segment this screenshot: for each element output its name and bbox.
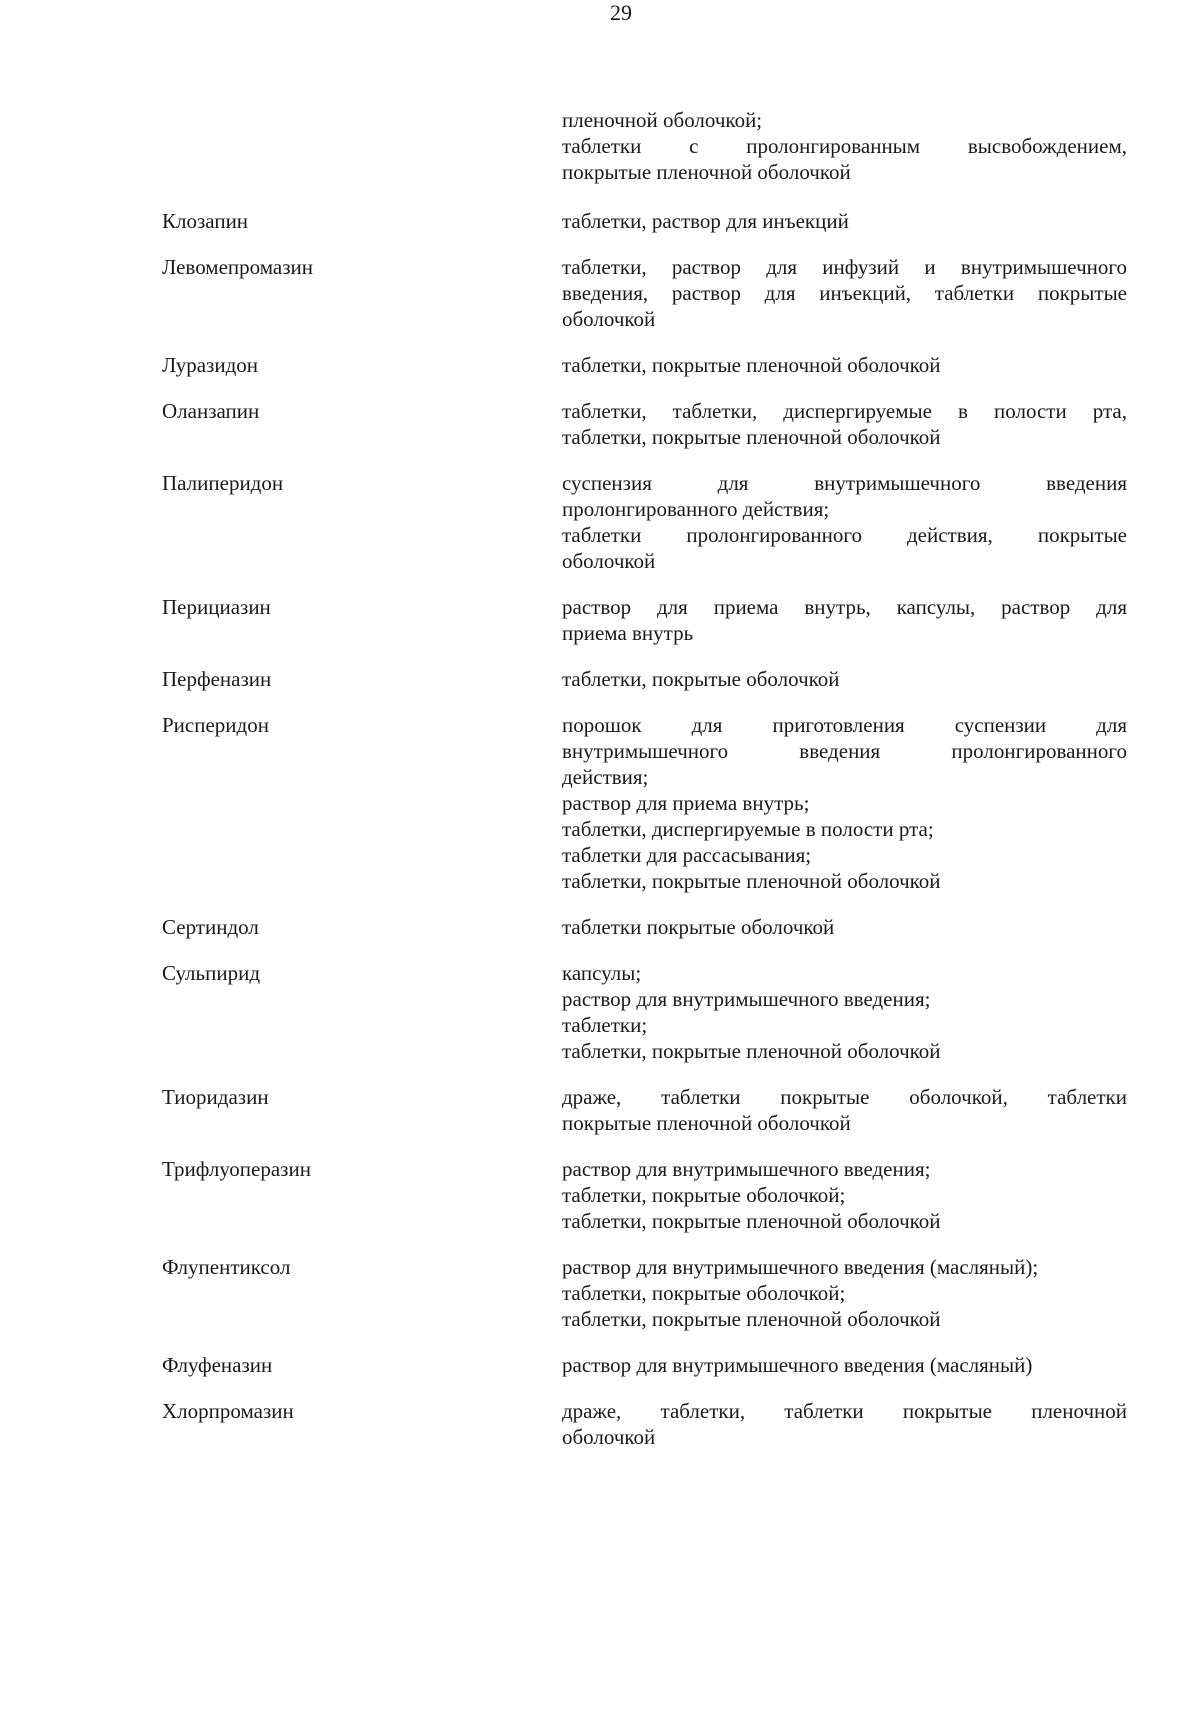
form-line: таблетки, покрытые оболочкой;	[562, 1183, 846, 1207]
drug-forms	[562, 398, 1127, 450]
drug-entry	[0, 1254, 1200, 1332]
form-line: таблетки, раствор для инфузий и внутримышечного	[562, 255, 1127, 279]
drug-entry	[0, 352, 1200, 378]
drug-name: Трифлуоперазин	[162, 1157, 311, 1181]
form-line: таблетки, покрытые пленочной оболочкой	[562, 1307, 941, 1331]
form-line: таблетки;	[562, 1013, 648, 1037]
drug-name: Оланзапин	[162, 399, 260, 423]
form-line: оболочкой	[562, 1425, 656, 1449]
page-number: 29	[610, 0, 632, 25]
drug-forms	[562, 208, 1127, 234]
form-line: суспензия для внутримышечного введения	[562, 471, 1127, 495]
drug-name: Левомепромазин	[162, 255, 313, 279]
drug-forms	[562, 254, 1127, 332]
drug-name: Флупентиксол	[162, 1255, 291, 1279]
drug-name: Клозапин	[162, 209, 249, 233]
drug-forms	[562, 1254, 1127, 1332]
form-line: таблетки, покрытые оболочкой	[562, 667, 840, 691]
drug-forms	[562, 594, 1127, 646]
drug-entry	[0, 1398, 1200, 1450]
drug-list	[0, 208, 1200, 1470]
drug-forms	[562, 1084, 1127, 1136]
drug-name: Флуфеназин	[162, 1353, 273, 1377]
drug-forms	[562, 712, 1127, 894]
drug-name: Сульпирид	[162, 961, 261, 985]
form-line: таблетки, покрытые пленочной оболочкой	[562, 869, 941, 893]
form-line: таблетки, покрытые оболочкой;	[562, 1281, 846, 1305]
drug-name: Тиоридазин	[162, 1085, 269, 1109]
drug-entry	[0, 470, 1200, 574]
drug-entry	[0, 666, 1200, 692]
drug-entry	[0, 1084, 1200, 1136]
form-line: таблетки, таблетки, диспергируемые в полости рта,	[562, 399, 1127, 423]
form-line: внутримышечного введения пролонгированного	[562, 739, 1127, 763]
form-line: таблетки, покрытые пленочной оболочкой	[562, 353, 941, 377]
drug-entry	[0, 1156, 1200, 1234]
form-line: таблетки, покрытые пленочной оболочкой	[562, 1039, 941, 1063]
form-line: покрытые пленочной оболочкой	[562, 160, 851, 184]
form-line: таблетки для рассасывания;	[562, 843, 812, 867]
drug-name: Перфеназин	[162, 667, 272, 691]
form-line: таблетки, покрытые пленочной оболочкой	[562, 1209, 941, 1233]
drug-entry	[0, 208, 1200, 234]
form-line: таблетки пролонгированного действия, покрытые	[562, 523, 1127, 547]
drug-entry	[0, 1352, 1200, 1378]
drug-forms	[562, 352, 1127, 378]
drug-name: Палиперидон	[162, 471, 284, 495]
drug-forms	[562, 666, 1127, 692]
form-line: драже, таблетки, таблетки покрытые пленочной	[562, 1399, 1127, 1423]
drug-forms	[562, 960, 1127, 1064]
drug-forms	[562, 470, 1127, 574]
drug-entry	[0, 398, 1200, 450]
drug-name: Хлорпромазин	[162, 1399, 294, 1423]
form-line: таблетки, покрытые пленочной оболочкой	[562, 425, 941, 449]
drug-forms	[562, 1398, 1127, 1450]
drug-entry	[0, 960, 1200, 1064]
form-line: оболочкой	[562, 307, 656, 331]
drug-entry	[0, 712, 1200, 894]
continuation-forms	[562, 107, 1127, 185]
drug-entry	[0, 914, 1200, 940]
form-line: таблетки с пролонгированным высвобождением,	[562, 134, 1127, 158]
drug-entry	[0, 594, 1200, 646]
form-line: таблетки покрытые оболочкой	[562, 915, 835, 939]
form-line: капсулы;	[562, 961, 642, 985]
drug-name: Рисперидон	[162, 713, 269, 737]
drug-name: Перициазин	[162, 595, 271, 619]
form-line: покрытые пленочной оболочкой	[562, 1111, 851, 1135]
form-line: раствор для внутримышечного введения;	[562, 987, 931, 1011]
form-line: драже, таблетки покрытые оболочкой, таблетки	[562, 1085, 1127, 1109]
form-line: порошок для приготовления суспензии для	[562, 713, 1127, 737]
form-line: таблетки, диспергируемые в полости рта;	[562, 817, 934, 841]
drug-forms	[562, 1352, 1127, 1378]
form-line: введения, раствор для инъекций, таблетки покрытые	[562, 281, 1127, 305]
form-line: приема внутрь	[562, 621, 694, 645]
drug-forms	[562, 1156, 1127, 1234]
form-line: таблетки, раствор для инъекций	[562, 209, 849, 233]
drug-name: Луразидон	[162, 353, 258, 377]
form-line: раствор для приема внутрь, капсулы, раствор для	[562, 595, 1127, 619]
form-line: раствор для внутримышечного введения (масляный)	[562, 1353, 1033, 1377]
form-line: действия;	[562, 765, 649, 789]
drug-name: Сертиндол	[162, 915, 259, 939]
form-line: раствор для внутримышечного введения (масляный);	[562, 1255, 1039, 1279]
form-line: раствор для внутримышечного введения;	[562, 1157, 931, 1181]
form-line: оболочкой	[562, 549, 656, 573]
drug-entry	[0, 254, 1200, 332]
form-line: пленочной оболочкой;	[562, 108, 763, 132]
drug-forms	[562, 914, 1127, 940]
form-line: пролонгированного действия;	[562, 497, 830, 521]
form-line: раствор для приема внутрь;	[562, 791, 810, 815]
